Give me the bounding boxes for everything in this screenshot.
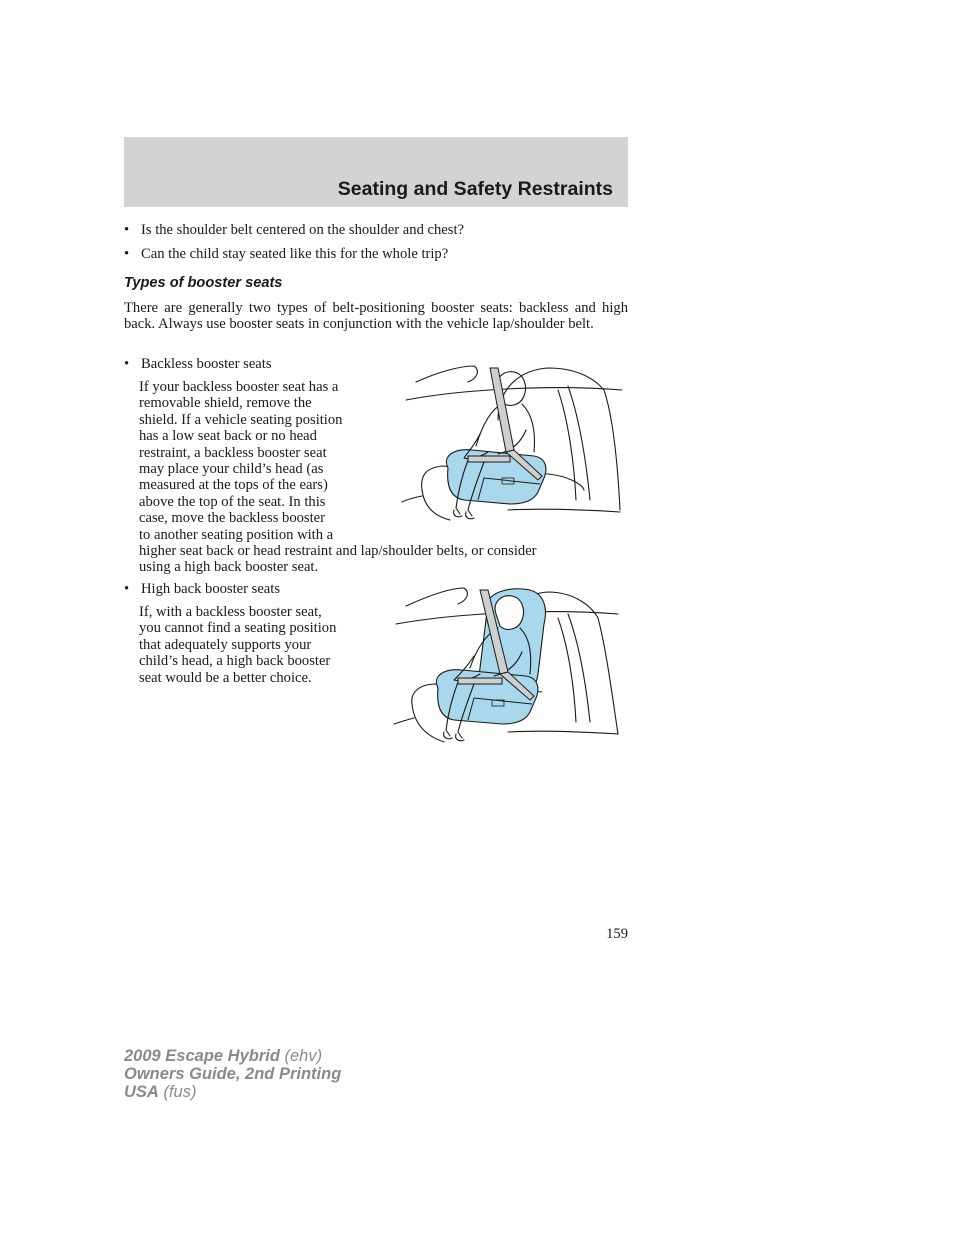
text-line: If your backless booster seat has a <box>139 379 339 395</box>
footer-line-1 <box>124 1047 341 1065</box>
bullet-dot: • <box>124 581 130 597</box>
text-line: you cannot find a seating position <box>139 620 337 637</box>
bullet-text: Is the shoulder belt centered on the shoulder and chest? <box>141 222 464 238</box>
text-line: restraint, a backless booster seat <box>139 444 327 461</box>
text-line: removable shield, remove the <box>139 395 312 412</box>
text-line: case, move the backless booster <box>139 510 326 527</box>
text-line: If, with a backless booster seat, <box>139 604 322 620</box>
text-line: using a high back booster seat. <box>139 559 319 576</box>
bullet-dot: • <box>124 356 130 372</box>
bullet-text: High back booster seats <box>141 581 281 597</box>
bullet-highback <box>124 581 280 597</box>
text-line: seat would be a better choice. <box>139 669 312 686</box>
bullet-text: Can the child stay seated like this for the whole trip? <box>141 246 449 262</box>
text-line: higher seat back or head restraint and lap/shoulder belts, or consider <box>139 543 537 560</box>
document-footer <box>124 1047 341 1101</box>
backless-booster-illustration <box>398 360 626 522</box>
section-title: Seating and Safety Restraints <box>337 178 613 200</box>
text-line: that adequately supports your <box>139 636 312 653</box>
highback-paragraph <box>139 604 336 686</box>
text-line: child’s head, a high back booster <box>139 653 331 670</box>
footer-line-3 <box>124 1083 341 1101</box>
footer-model: 2009 Escape Hybrid <box>124 1047 280 1065</box>
footer-market-code: (fus) <box>163 1083 197 1101</box>
intro-paragraph: There are generally two types of belt-positioning booster seats: backless and high back. Always use booster seats in conjunction with the vehicle lap/shoulder belt. <box>124 300 628 333</box>
footer-edition: Owners Guide, 2nd Printing <box>124 1065 342 1083</box>
text-line: shield. If a vehicle seating position <box>139 411 343 428</box>
footer-market: USA <box>124 1083 159 1101</box>
bullet-dot: • <box>124 246 130 262</box>
text-line: to another seating position with a <box>139 526 334 543</box>
bullet-dot: • <box>124 222 130 238</box>
section-header-band <box>124 137 628 207</box>
text-line: above the top of the seat. In this <box>139 493 326 510</box>
bullet-item <box>124 246 448 262</box>
footer-line-2 <box>124 1065 341 1083</box>
bullet-backless <box>124 356 272 372</box>
footer-model-code: (ehv) <box>284 1047 323 1065</box>
page-number: 159 <box>606 926 628 942</box>
text-line: measured at the tops of the ears) <box>139 477 328 494</box>
text-line: may place your child’s head (as <box>139 461 324 478</box>
text-line: has a low seat back or no head <box>139 428 317 445</box>
bullet-text: Backless booster seats <box>141 356 272 372</box>
high-back-booster-illustration <box>392 584 622 746</box>
bullet-item <box>124 222 464 238</box>
subsection-heading: Types of booster seats <box>124 275 283 291</box>
